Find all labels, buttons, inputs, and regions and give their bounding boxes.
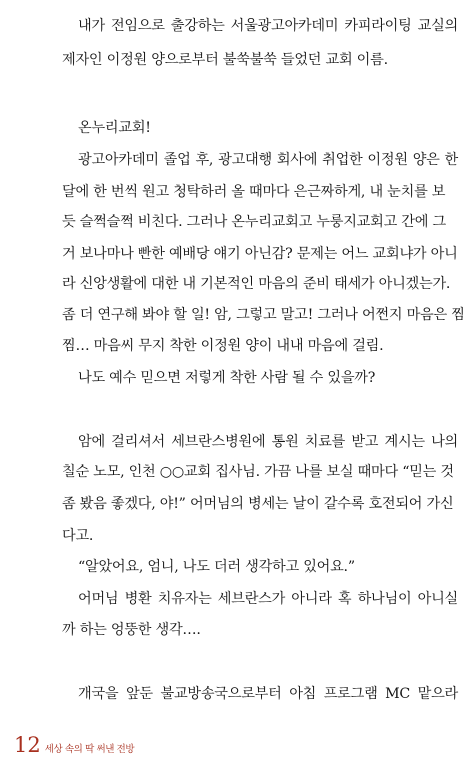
page-number: 12 [14, 733, 41, 757]
body-line: 라 신앙생활에 대한 내 기본적인 마음의 준비 태세가 아니겠는가. [62, 276, 451, 292]
body-line: 개국을 앞둔 불교방송국으로부터 아침 프로그램 MC 맡으라 [78, 686, 458, 702]
body-line: 내가 전임으로 출강하는 서울광고아카데미 카피라이팅 교실의 [78, 18, 458, 34]
body-line: 좀 더 연구해 봐야 할 일! 암, 그렇고 말고! 그러나 어쩐지 마음은 찜 [62, 307, 465, 323]
body-line: 다고. [62, 528, 94, 544]
body-line: 온누리교회! [78, 120, 151, 136]
body-line: 칠순 노모, 인천 ○○교회 집사님. 가끔 나를 보실 때마다 “믿는 것 [62, 464, 454, 480]
page-footer [14, 733, 134, 757]
body-line: 좀 봤음 좋겠다, 야!” 어머님의 병세는 날이 갈수록 호전되어 가신 [62, 496, 454, 512]
body-line: 어머님 병환 치유자는 세브란스가 아니라 혹 하나님이 아니실 [78, 591, 458, 607]
body-line: 듯 슬쩍슬쩍 비친다. 그러나 온누리교회고 누룽지교회고 간에 그 [62, 214, 446, 230]
body-line: 암에 걸리셔서 세브란스병원에 통원 치료를 받고 계시는 나의 [78, 434, 458, 450]
body-line: 달에 한 번씩 원고 청탁하러 올 때마다 은근짜하게, 내 눈치를 보 [62, 184, 446, 200]
body-line: 제자인 이정원 양으로부터 불쑥불쑥 들었던 교회 이름. [62, 52, 388, 68]
body-line: 광고아카데미 졸업 후, 광고대행 회사에 취업한 이정원 양은 한 [78, 152, 458, 168]
body-line: 까 하는 엉뚱한 생각…. [62, 622, 201, 638]
running-title: 세상 속의 딱 써낸 전방 [44, 744, 135, 755]
body-line: 거 보나마나 빤한 예배당 얘기 아닌감? 문제는 어느 교회냐가 아니 [62, 246, 458, 262]
body-line: “알았어요, 엄니, 나도 더러 생각하고 있어요.” [78, 559, 355, 575]
body-line: 나도 예수 믿으면 저렇게 착한 사람 될 수 있을까? [78, 370, 376, 386]
body-line: 찜… 마음씨 무지 착한 이정원 양이 내내 마음에 걸림. [62, 338, 384, 354]
